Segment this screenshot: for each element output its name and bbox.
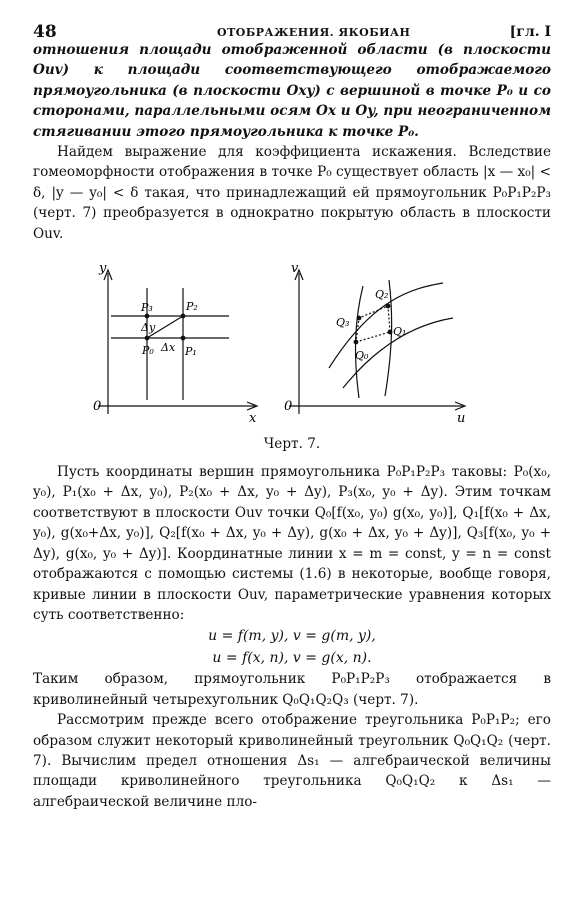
formula-2: u = f(x, n), v = g(x, n). xyxy=(212,650,372,667)
running-title: ОТОБРАЖЕНИЯ. ЯКОБИАН xyxy=(217,26,411,39)
paragraph-coordinates: Пусть координаты вершин прямоугольника P₀P₁P₂P₃ таковы: P₀(x₀, y₀), P₁(x₀ + Δx, y₀), P₂(x₀ + Δx, y₀ + Δy), P₃(x₀, y₀ + Δy). Этим точкам соответствуют в плоскости Ouv точки Q₀[f(x₀, y₀) g(x₀, y₀)], Q₁[f(x₀ + Δx, y₀), g(x₀+Δx, y₀)], Q₂[f(x₀ + Δx, y₀ + Δy), g(x₀ + Δx, y₀ + Δy)], Q₃[f(x₀, y₀ + Δy), g(x₀, y₀ + Δy)]. Координатные линии x = m = const, y = n = const отображаются с помощью системы (1.6) в некоторые, вообще говоря, кривые линии в плоскости Ouv, параметрические уравнения которых суть соответственно: xyxy=(33,464,551,623)
page-number: 48 xyxy=(33,22,57,42)
label-P2: P₂ xyxy=(186,300,198,314)
paragraph-intro: Найдем выражение для коэффициента искажения. Вследствие гомеоморфности отображения в точке P₀ существует область |x — x₀| < δ, |y — y₀| < δ такая, что принадлежащий ей прямоугольник P₀P₁P₂P₃ (черт. 7) преобразуется в однократно покрытую область в плоскости Ouv. xyxy=(33,144,551,242)
label-y: y xyxy=(99,261,107,277)
label-dy: Δy xyxy=(141,321,156,335)
label-P0: P₀ xyxy=(142,344,154,358)
quad xyxy=(356,306,390,342)
figure-7 xyxy=(33,258,551,428)
formula-1: u = f(m, y), v = g(m, y), xyxy=(208,628,376,645)
label-v: v xyxy=(291,261,299,277)
left-diagram xyxy=(98,270,257,414)
label-u: u xyxy=(457,411,466,427)
book-page xyxy=(33,0,551,812)
label-P1: P₁ xyxy=(185,345,197,359)
label-Q1: Q₁ xyxy=(393,325,407,339)
figure-7-drawing xyxy=(33,258,551,428)
paragraph-definition: отношения площади отображенной области (в плоскости Ouv) к площади соответствующего отображаемого прямоугольника (в плоскости Oxy) с вершиной в точке P₀ и со сторонами, параллельными осям Ox и Oy, при неограниченном стягивании этого прямоугольника к точке P₀. xyxy=(33,42,551,140)
chapter-label: [гл. I xyxy=(509,24,551,40)
label-Q3: Q₃ xyxy=(336,316,350,330)
label-Q2: Q₂ xyxy=(375,288,389,302)
paragraph-triangle: Рассмотрим прежде всего отображение треугольника P₀P₁P₂; его образом служит некоторый криволинейный треугольник Q₀Q₁Q₂ (черт. 7). Вычислим предел отношения Δs₁ — алгебраической величины площади криволинейного треугольника Q₀Q₁Q₂ к Δs₁ — алгебраической величине пло- xyxy=(33,712,551,810)
label-Q0: Q₀ xyxy=(355,349,369,363)
label-origin-right: 0 xyxy=(284,399,293,415)
page-header xyxy=(33,0,551,40)
label-origin-left: 0 xyxy=(93,399,102,415)
label-x: x xyxy=(249,411,257,427)
label-P3: P₃ xyxy=(141,301,153,315)
paragraph-quadrilateral: Таким образом, прямоугольник P₀P₁P₂P₃ отображается в криволинейный четырехугольник Q₀Q₁Q₂Q₃ (черт. 7). xyxy=(33,671,551,708)
label-dx: Δx xyxy=(161,341,176,355)
figure-caption: Черт. 7. xyxy=(263,436,321,453)
